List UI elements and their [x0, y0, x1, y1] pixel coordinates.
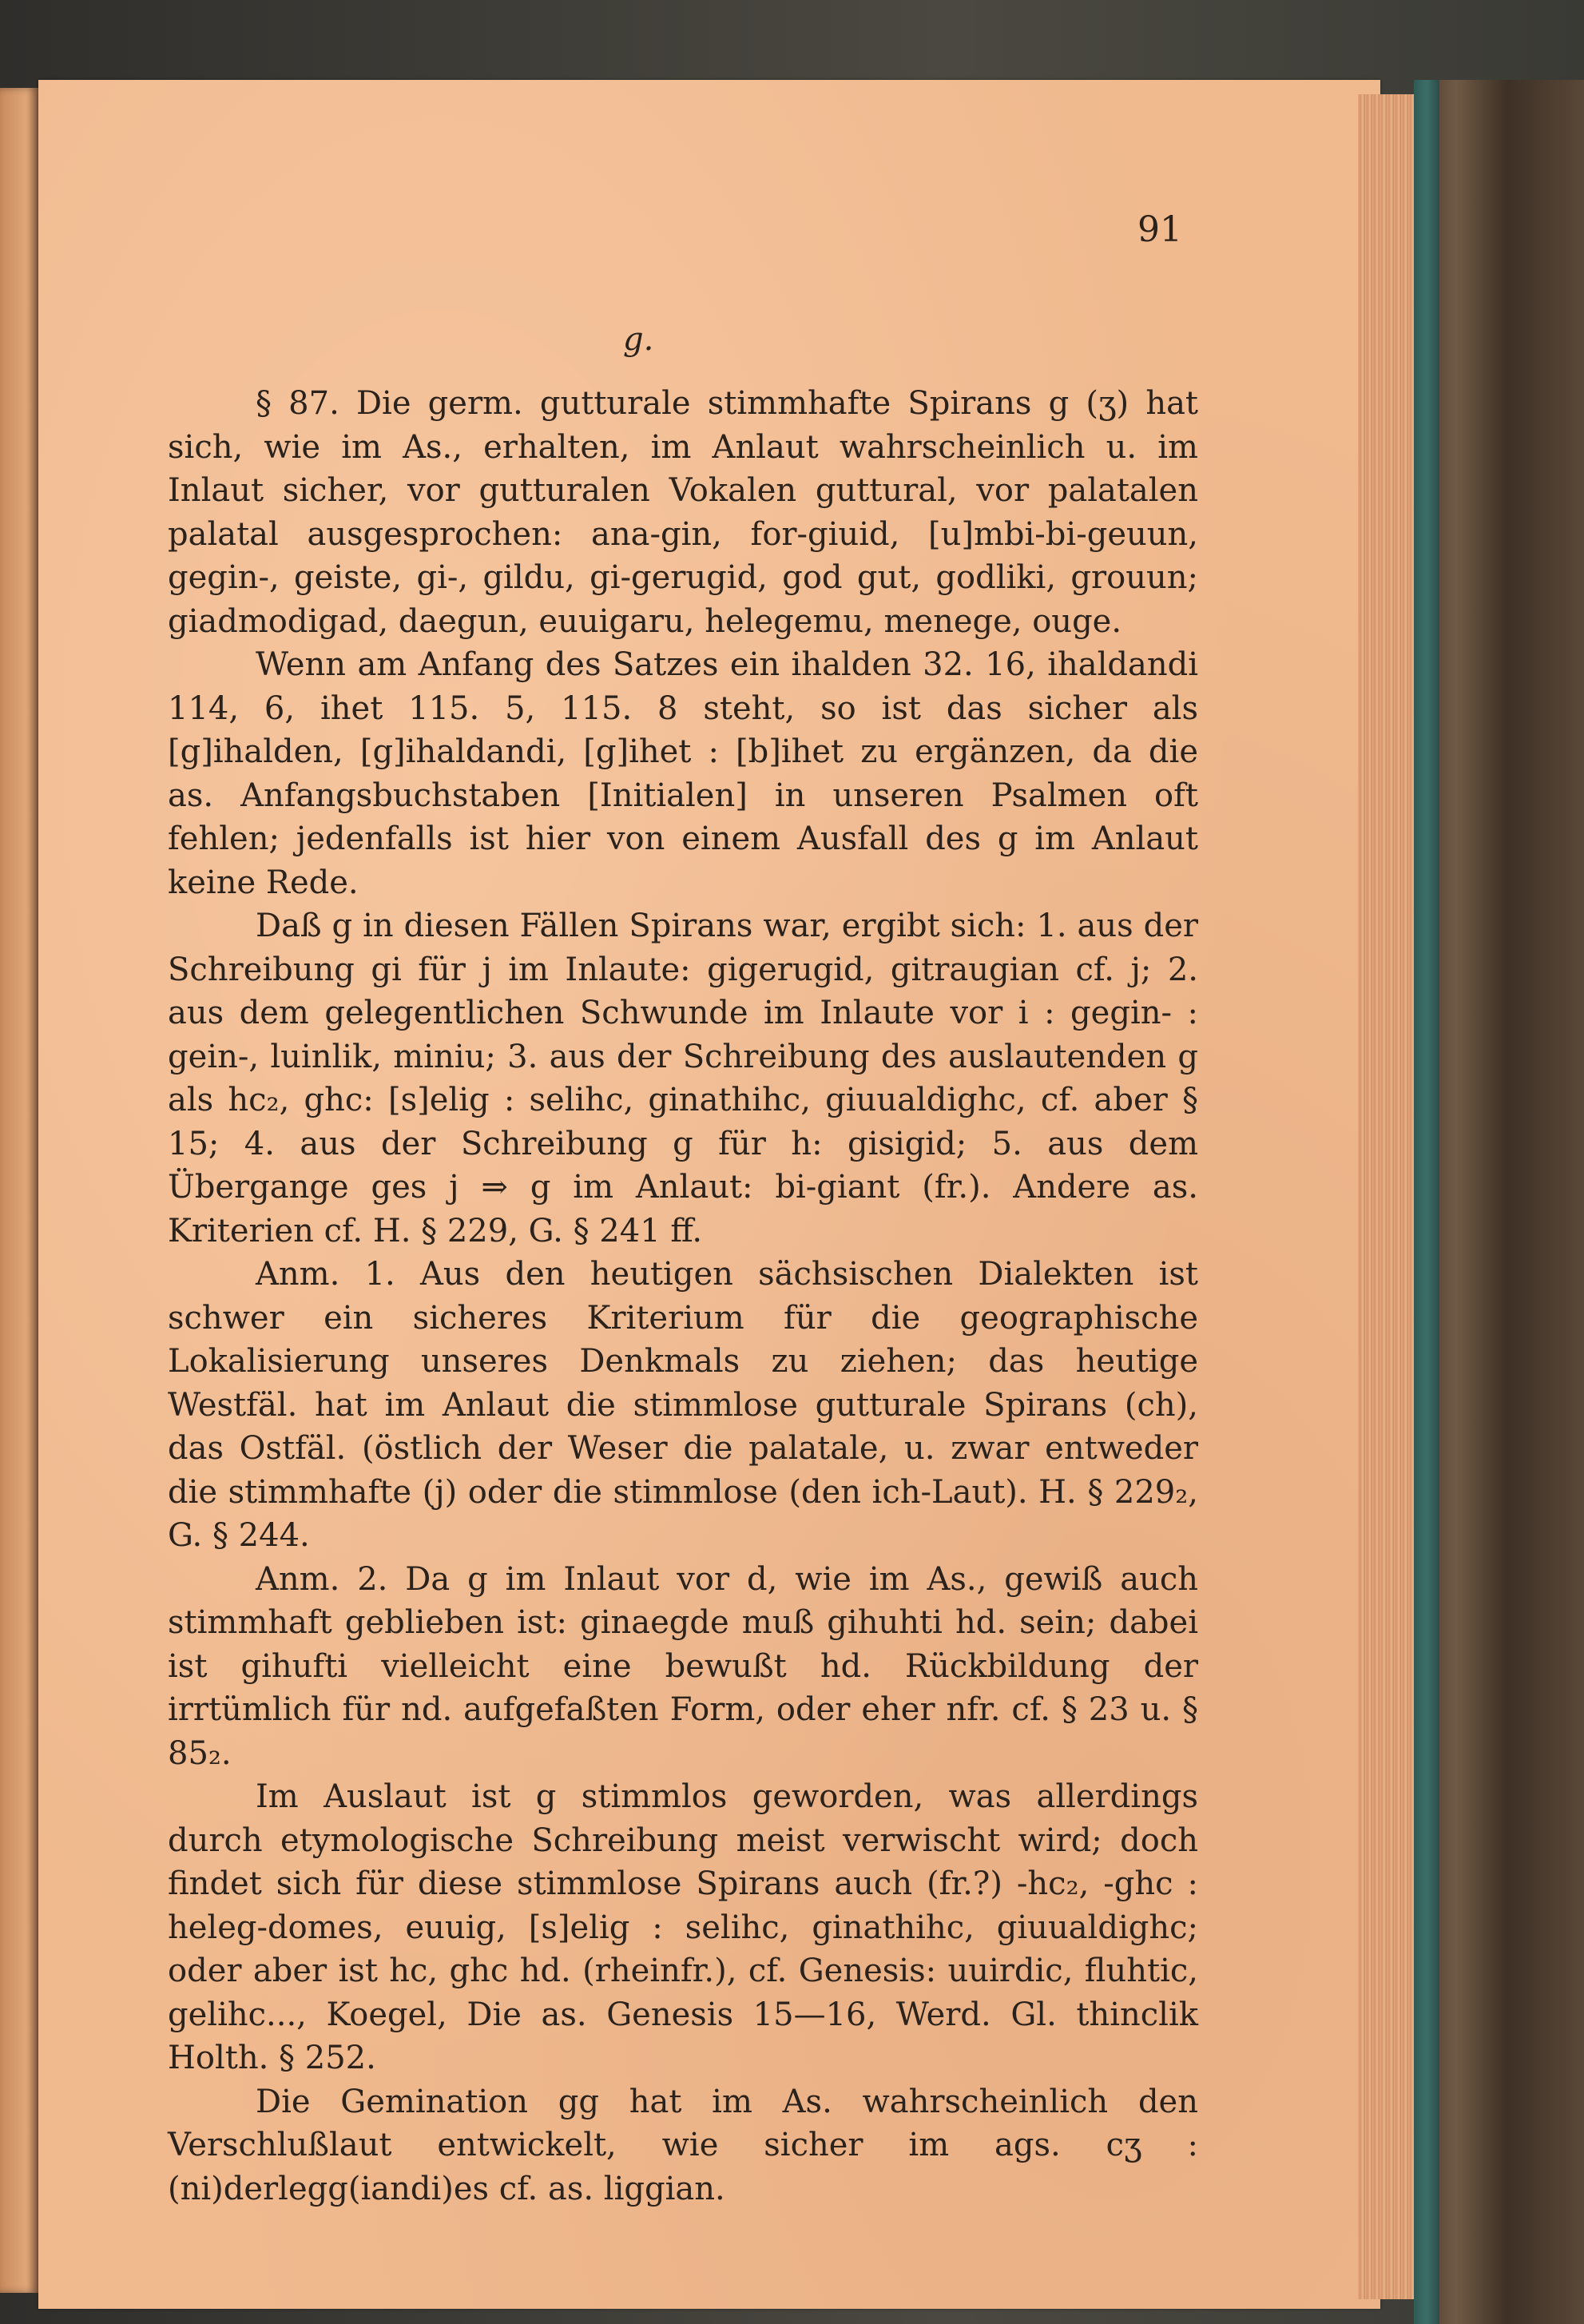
paragraph-gemination: Die Gemination gg hat im As. wahrscheinlich den Verschlußlaut entwickelt, wie sicher im ags. cʒ : (ni)derlegg(iandi)es cf. as. liggian. — [168, 2083, 1198, 2207]
paragraph-87: § 87. Die germ. gutturale stimmhafte Spirans g (ʒ) hat sich, wie im As., erhalten, im Anlaut wahrscheinlich u. im Inlaut sicher, vor gutturalen Vokalen guttural, vor palatalen palatal ausgesprochen: ana-gin, for-giuid, [u]mbi-bi-geuun, gegin-, geiste, gi-, gildu, gi-gerugid, god gut, godliki, grouun; giadmodigad, daegun, euuigaru, helegemu, menege, ouge. — [168, 385, 1198, 640]
page-stack-edges — [1358, 94, 1415, 2299]
body-text — [168, 382, 1198, 2211]
paragraph-initial-g: Wenn am Anfang des Satzes ein ihalden 32. 16, ihaldandi 114, 6, ihet 115. 5, 115. 8 steht, so ist das sicher als [g]ihalden, [g]ihaldandi, [g]ihet : [b]ihet zu ergänzen, da die as. Anfangsbuchstaben [Initialen] in unseren Psalmen oft fehlen; jedenfalls ist hier von einem Ausfall des g im Anlaut keine Rede. — [168, 646, 1198, 901]
previous-page-edge — [0, 88, 38, 2293]
section-heading: g. — [623, 321, 654, 358]
paragraph-anm-2: Anm. 2. Da g im Inlaut vor d, wie im As., gewiß auch stimmhaft geblieben ist: ginaegde muß gihuhti hd. sein; dabei ist gihufti vielleicht eine bewußt hd. Rückbildung der irrtümlich für nd. aufgefaßten Form, oder eher nfr. cf. § 23 u. § 85₂. — [168, 1560, 1198, 1772]
page-number: 91 — [1137, 209, 1182, 250]
paragraph-anm-1: Anm. 1. Aus den heutigen sächsischen Dialekten ist schwer ein sicheres Kriterium für die geographische Lokalisierung unseres Denkmals zu ziehen; das heutige Westfäl. hat im Anlaut die stimmlose gutturale Spirans (ch), das Ostfäl. (östlich der Weser die palatale, u. zwar entweder die stimmhafte (j) oder die stimmlose (den ich-Laut). H. § 229₂, G. § 244. — [168, 1256, 1198, 1554]
paragraph-spirans: Daß g in diesen Fällen Spirans war, ergibt sich: 1. aus der Schreibung gi für j im Inlaute: gigerugid, gitraugian cf. j; 2. aus dem gelegentlichen Schwunde im Inlaute vor i : gegin- : gein-, luinlik, miniu; 3. aus der Schreibung des auslautenden g als hc₂, ghc: [s]elig : selihc, ginathihc, giuualdighc, cf. aber § 15; 4. aus der Schreibung g für h: gisigid; 5. aus dem Übergange ges j ⇒ g im Anlaut: bi-giant (fr.). Andere as. Kriterien cf. H. § 229, G. § 241 ff. — [168, 908, 1198, 1249]
paragraph-auslaut: Im Auslaut ist g stimmlos geworden, was allerdings durch etymologische Schreibung meist verwischt wird; doch findet sich für diese stimmlose Spirans auch (fr.?) -hc₂, -ghc : heleg-domes, euuig, [s]elig : selihc, ginathihc, giuualdighc; oder aber ist hc, ghc hd. (rheinfr.), cf. Genesis: uuirdic, fluhtic, gelihc..., Koegel, Die as. Genesis 15—16, Werd. Gl. thinclik Holth. § 252. — [168, 1778, 1198, 2076]
book-binding — [1414, 80, 1439, 2324]
